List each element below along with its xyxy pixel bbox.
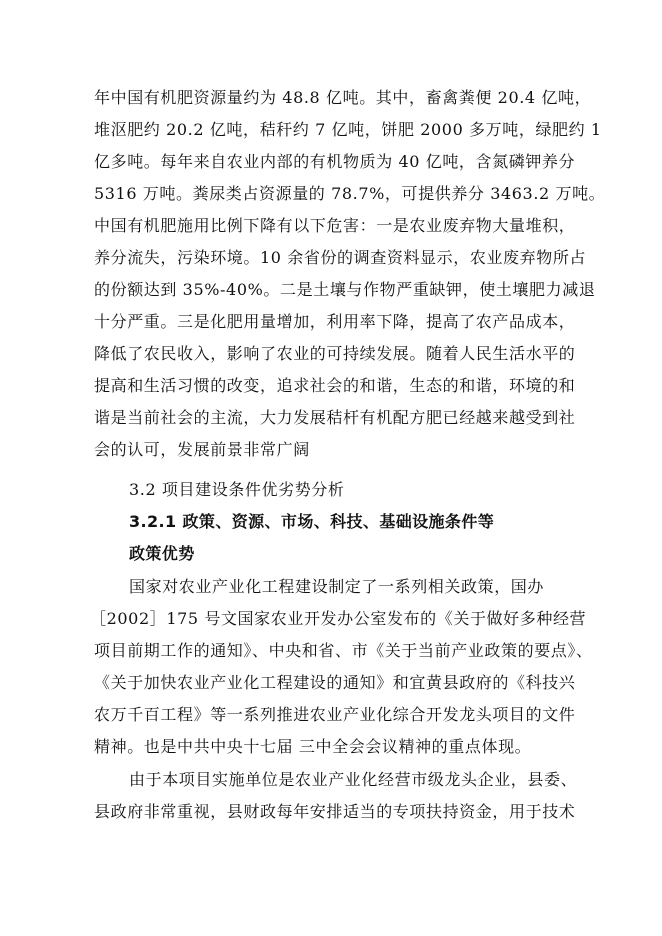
- paragraph-line: 提高和生活习惯的改变，追求社会的和谐，生态的和谐，环境的和: [94, 376, 576, 395]
- paragraph-line: 堆沤肥约 20.2 亿吨，秸秆约 7 亿吨，饼肥 2000 多万吨，绿肥约 1: [94, 120, 602, 139]
- paragraph-line: 农万千百工程》等一系列推进农业产业化综合开发龙头项目的文件: [94, 705, 576, 724]
- paragraph-line: 年中国有机肥资源量约为 48.8 亿吨。其中，畜禽粪便 20.4 亿吨，: [94, 88, 592, 107]
- section-heading: 3.2 项目建设条件优劣势分析: [129, 480, 345, 499]
- paragraph-line: 降低了农民收入，影响了农业的可持续发展。随着人民生活水平的: [94, 344, 576, 363]
- paragraph-line: ［2002］175 号文国家农业开发办公室发布的《关于做好多种经营: [90, 609, 587, 628]
- paragraph-line: 中国有机肥施用比例下降有以下危害：一是农业废弃物大量堆积，: [94, 216, 576, 235]
- paragraph-line: 十分严重。三是化肥用量增加，利用率下降，提高了农产品成本，: [94, 312, 576, 331]
- paragraph-line: 的份额达到 35%-40%。二是土壤与作物严重缺钾，使土壤肥力减退: [94, 280, 596, 299]
- paragraph-line: 5316 万吨。粪尿类占资源量的 78.7%，可提供养分 3463.2 万吨。: [94, 184, 606, 203]
- paragraph-line: 谐是当前社会的主流，大力发展秸杆有机配方肥已经越来越受到社: [94, 408, 576, 427]
- paragraph-line: 县政府非常重视，县财政每年安排适当的专项扶持资金，用于技术: [94, 802, 576, 821]
- paragraph-line: 《关于加快农业产业化工程建设的通知》和宜黄县政府的《科技兴: [94, 673, 576, 692]
- paragraph-line: 养分流失，污染环境。10 余省份的调查资料显示，农业废弃物所占: [94, 248, 587, 267]
- paragraph-line: 项目前期工作的通知》、中央和省、市《关于当前产业政策的要点》、: [94, 641, 593, 660]
- paragraph-line: 亿多吨。每年来自农业内部的有机物质为 40 亿吨，含氮磷钾养分: [94, 152, 576, 171]
- paragraph-line: 精神。也是中共中央十七届 三中全会会议精神的重点体现。: [94, 737, 532, 756]
- paragraph-line: 由于本项目实施单位是农业产业化经营市级龙头企业，县委、: [129, 770, 578, 789]
- paragraph-line: 会的认可，发展前景非常广阔: [94, 440, 310, 459]
- paragraph-line: 国家对农业产业化工程建设制定了一系列相关政策，国办: [129, 577, 545, 596]
- subsection-heading: 3.2.1 政策、资源、市场、科技、基础设施条件等: [129, 512, 495, 531]
- topic-heading: 政策优势: [129, 544, 195, 563]
